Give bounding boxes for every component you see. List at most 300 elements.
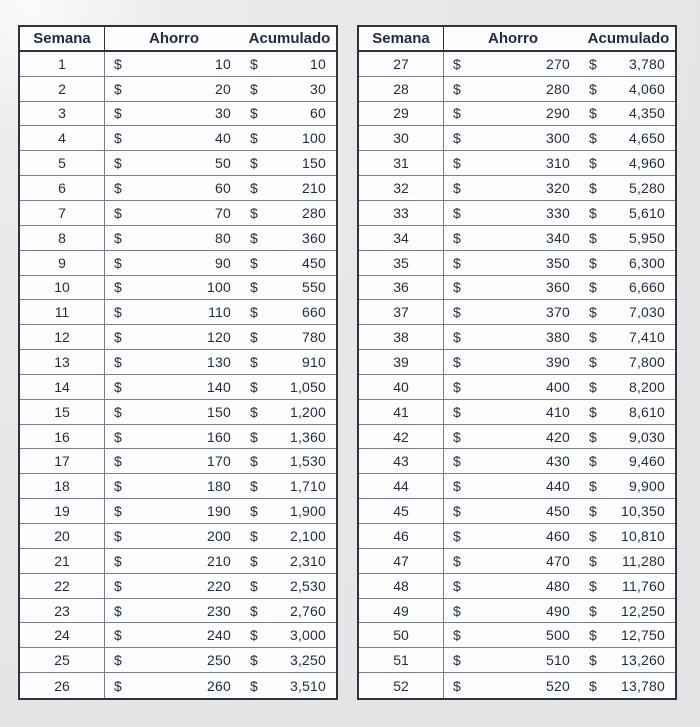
saving-cell bbox=[105, 474, 243, 498]
saving-cell bbox=[444, 623, 582, 647]
table-row bbox=[359, 400, 675, 425]
currency-symbol: $ bbox=[453, 503, 461, 520]
currency-symbol: $ bbox=[589, 602, 597, 619]
saving-cell bbox=[105, 599, 243, 623]
saving-cell bbox=[444, 151, 582, 175]
currency-symbol: $ bbox=[453, 403, 461, 420]
currency-symbol: $ bbox=[589, 627, 597, 644]
accumulated-value: 9,460 bbox=[628, 453, 665, 470]
saving-value: 80 bbox=[215, 229, 231, 246]
accumulated-cell bbox=[582, 549, 675, 573]
table-row bbox=[359, 325, 675, 350]
saving-value: 240 bbox=[207, 627, 231, 644]
saving-value: 220 bbox=[207, 577, 231, 594]
currency-symbol: $ bbox=[114, 254, 122, 271]
saving-value: 470 bbox=[546, 552, 570, 569]
saving-value: 370 bbox=[546, 304, 570, 321]
savings-table-weeks-27-52 bbox=[357, 25, 677, 700]
accumulated-value: 1,050 bbox=[289, 378, 326, 395]
accumulated-value: 13,260 bbox=[620, 652, 665, 669]
currency-symbol: $ bbox=[250, 279, 258, 296]
table-row bbox=[20, 126, 336, 151]
accumulated-cell bbox=[582, 499, 675, 523]
accumulated-value: 11,280 bbox=[622, 552, 665, 569]
currency-symbol: $ bbox=[250, 105, 258, 122]
accumulated-cell bbox=[582, 102, 675, 126]
table-row bbox=[20, 549, 336, 574]
week-cell: 4 bbox=[20, 126, 105, 150]
table-row bbox=[359, 201, 675, 226]
accumulated-cell bbox=[243, 425, 336, 449]
week-cell: 47 bbox=[359, 549, 444, 573]
header-semana: Semana bbox=[20, 27, 105, 50]
currency-symbol: $ bbox=[250, 254, 258, 271]
week-cell: 41 bbox=[359, 400, 444, 424]
week-cell: 21 bbox=[20, 549, 105, 573]
accumulated-value: 1,530 bbox=[289, 453, 326, 470]
currency-symbol: $ bbox=[114, 503, 122, 520]
saving-cell bbox=[444, 648, 582, 672]
week-cell: 39 bbox=[359, 350, 444, 374]
currency-symbol: $ bbox=[114, 130, 122, 147]
currency-symbol: $ bbox=[453, 353, 461, 370]
saving-cell bbox=[105, 499, 243, 523]
accumulated-cell bbox=[582, 52, 675, 76]
accumulated-cell bbox=[582, 201, 675, 225]
currency-symbol: $ bbox=[589, 80, 597, 97]
currency-symbol: $ bbox=[589, 403, 597, 420]
accumulated-cell bbox=[582, 524, 675, 548]
week-cell: 18 bbox=[20, 474, 105, 498]
currency-symbol: $ bbox=[114, 353, 122, 370]
accumulated-cell bbox=[582, 375, 675, 399]
accumulated-value: 5,950 bbox=[628, 229, 665, 246]
saving-cell bbox=[444, 226, 582, 250]
saving-value: 30 bbox=[215, 105, 231, 122]
week-cell: 36 bbox=[359, 276, 444, 300]
saving-value: 430 bbox=[546, 453, 570, 470]
currency-symbol: $ bbox=[114, 229, 122, 246]
accumulated-cell bbox=[582, 599, 675, 623]
saving-value: 410 bbox=[546, 403, 570, 420]
saving-cell bbox=[444, 325, 582, 349]
currency-symbol: $ bbox=[114, 378, 122, 395]
currency-symbol: $ bbox=[114, 602, 122, 619]
saving-cell bbox=[105, 574, 243, 598]
saving-value: 90 bbox=[215, 254, 231, 271]
table-header-row bbox=[359, 27, 675, 52]
table-header-row bbox=[20, 27, 336, 52]
accumulated-cell bbox=[582, 623, 675, 647]
saving-value: 150 bbox=[207, 403, 231, 420]
table-row bbox=[359, 251, 675, 276]
saving-cell bbox=[105, 325, 243, 349]
week-cell: 5 bbox=[20, 151, 105, 175]
saving-value: 180 bbox=[207, 478, 231, 495]
header-acumulado: Acumulado bbox=[248, 29, 331, 47]
saving-value: 520 bbox=[546, 677, 570, 694]
accumulated-value: 2,100 bbox=[289, 527, 326, 544]
currency-symbol: $ bbox=[114, 329, 122, 346]
saving-value: 420 bbox=[546, 428, 570, 445]
saving-cell bbox=[444, 673, 582, 698]
currency-symbol: $ bbox=[453, 527, 461, 544]
table-row bbox=[20, 325, 336, 350]
table-row bbox=[359, 176, 675, 201]
accumulated-cell bbox=[582, 425, 675, 449]
accumulated-cell bbox=[243, 375, 336, 399]
accumulated-value: 10,810 bbox=[620, 527, 665, 544]
currency-symbol: $ bbox=[453, 478, 461, 495]
saving-value: 500 bbox=[546, 627, 570, 644]
accumulated-cell bbox=[243, 499, 336, 523]
week-cell: 35 bbox=[359, 251, 444, 275]
table-row bbox=[359, 102, 675, 127]
currency-symbol: $ bbox=[114, 204, 122, 221]
accumulated-cell bbox=[243, 549, 336, 573]
week-cell: 7 bbox=[20, 201, 105, 225]
table-row bbox=[20, 449, 336, 474]
accumulated-cell bbox=[582, 77, 675, 101]
saving-value: 50 bbox=[215, 155, 231, 172]
currency-symbol: $ bbox=[114, 304, 122, 321]
saving-value: 10 bbox=[215, 55, 231, 72]
week-cell: 38 bbox=[359, 325, 444, 349]
currency-symbol: $ bbox=[589, 428, 597, 445]
savings-table-weeks-1-26 bbox=[18, 25, 338, 700]
currency-symbol: $ bbox=[453, 378, 461, 395]
week-cell: 23 bbox=[20, 599, 105, 623]
saving-cell bbox=[444, 176, 582, 200]
currency-symbol: $ bbox=[453, 627, 461, 644]
currency-symbol: $ bbox=[250, 304, 258, 321]
accumulated-cell bbox=[243, 226, 336, 250]
saving-cell bbox=[444, 599, 582, 623]
saving-cell bbox=[444, 375, 582, 399]
currency-symbol: $ bbox=[250, 503, 258, 520]
table-row bbox=[359, 549, 675, 574]
currency-symbol: $ bbox=[453, 254, 461, 271]
week-cell: 14 bbox=[20, 375, 105, 399]
currency-symbol: $ bbox=[250, 329, 258, 346]
saving-value: 200 bbox=[207, 527, 231, 544]
table-row bbox=[20, 102, 336, 127]
currency-symbol: $ bbox=[453, 577, 461, 594]
currency-symbol: $ bbox=[453, 453, 461, 470]
currency-symbol: $ bbox=[250, 577, 258, 594]
currency-symbol: $ bbox=[453, 229, 461, 246]
saving-cell bbox=[444, 449, 582, 473]
saving-value: 510 bbox=[546, 652, 570, 669]
currency-symbol: $ bbox=[250, 602, 258, 619]
currency-symbol: $ bbox=[589, 552, 597, 569]
saving-value: 70 bbox=[215, 204, 231, 221]
accumulated-value: 150 bbox=[302, 155, 326, 172]
accumulated-cell bbox=[243, 102, 336, 126]
table-row bbox=[359, 599, 675, 624]
table-row bbox=[20, 499, 336, 524]
saving-value: 350 bbox=[546, 254, 570, 271]
table-row bbox=[20, 226, 336, 251]
saving-value: 380 bbox=[546, 329, 570, 346]
table-row bbox=[20, 400, 336, 425]
accumulated-value: 210 bbox=[302, 180, 326, 197]
accumulated-cell bbox=[582, 300, 675, 324]
accumulated-cell bbox=[243, 251, 336, 275]
currency-symbol: $ bbox=[589, 204, 597, 221]
saving-value: 190 bbox=[207, 503, 231, 520]
week-cell: 37 bbox=[359, 300, 444, 324]
accumulated-value: 550 bbox=[302, 279, 326, 296]
table-row bbox=[359, 276, 675, 301]
currency-symbol: $ bbox=[589, 180, 597, 197]
accumulated-cell bbox=[582, 151, 675, 175]
currency-symbol: $ bbox=[250, 378, 258, 395]
accumulated-cell bbox=[582, 574, 675, 598]
saving-cell bbox=[105, 648, 243, 672]
week-cell: 45 bbox=[359, 499, 444, 523]
accumulated-value: 6,300 bbox=[628, 254, 665, 271]
saving-cell bbox=[105, 673, 243, 698]
currency-symbol: $ bbox=[114, 577, 122, 594]
week-cell: 29 bbox=[359, 102, 444, 126]
table-row bbox=[20, 201, 336, 226]
currency-symbol: $ bbox=[589, 527, 597, 544]
saving-value: 260 bbox=[207, 677, 231, 694]
accumulated-value: 12,250 bbox=[620, 602, 665, 619]
saving-cell bbox=[105, 77, 243, 101]
saving-cell bbox=[105, 102, 243, 126]
saving-value: 230 bbox=[207, 602, 231, 619]
saving-value: 140 bbox=[207, 378, 231, 395]
currency-symbol: $ bbox=[589, 55, 597, 72]
accumulated-value: 660 bbox=[302, 304, 326, 321]
saving-value: 210 bbox=[207, 552, 231, 569]
table-row bbox=[359, 623, 675, 648]
saving-value: 60 bbox=[215, 180, 231, 197]
currency-symbol: $ bbox=[453, 677, 461, 694]
week-cell: 49 bbox=[359, 599, 444, 623]
week-cell: 8 bbox=[20, 226, 105, 250]
accumulated-cell bbox=[582, 325, 675, 349]
currency-symbol: $ bbox=[453, 552, 461, 569]
currency-symbol: $ bbox=[589, 105, 597, 122]
currency-symbol: $ bbox=[589, 453, 597, 470]
table-row bbox=[359, 474, 675, 499]
saving-cell bbox=[444, 102, 582, 126]
currency-symbol: $ bbox=[453, 80, 461, 97]
saving-value: 290 bbox=[546, 105, 570, 122]
accumulated-value: 2,310 bbox=[289, 552, 326, 569]
saving-value: 360 bbox=[546, 279, 570, 296]
accumulated-cell bbox=[582, 648, 675, 672]
accumulated-value: 3,780 bbox=[628, 55, 665, 72]
currency-symbol: $ bbox=[250, 204, 258, 221]
saving-value: 40 bbox=[215, 130, 231, 147]
saving-cell bbox=[444, 474, 582, 498]
week-cell: 22 bbox=[20, 574, 105, 598]
saving-cell bbox=[105, 151, 243, 175]
accumulated-value: 3,000 bbox=[289, 627, 326, 644]
week-cell: 6 bbox=[20, 176, 105, 200]
currency-symbol: $ bbox=[589, 304, 597, 321]
saving-cell bbox=[105, 524, 243, 548]
week-cell: 12 bbox=[20, 325, 105, 349]
saving-cell bbox=[105, 549, 243, 573]
currency-symbol: $ bbox=[453, 155, 461, 172]
table-row bbox=[359, 77, 675, 102]
week-cell: 20 bbox=[20, 524, 105, 548]
currency-symbol: $ bbox=[453, 180, 461, 197]
week-cell: 32 bbox=[359, 176, 444, 200]
accumulated-cell bbox=[243, 524, 336, 548]
accumulated-cell bbox=[582, 350, 675, 374]
saving-cell bbox=[105, 400, 243, 424]
week-cell: 46 bbox=[359, 524, 444, 548]
accumulated-value: 280 bbox=[302, 204, 326, 221]
accumulated-cell bbox=[582, 449, 675, 473]
table-row bbox=[20, 673, 336, 698]
saving-value: 490 bbox=[546, 602, 570, 619]
saving-value: 320 bbox=[546, 180, 570, 197]
currency-symbol: $ bbox=[114, 453, 122, 470]
week-cell: 30 bbox=[359, 126, 444, 150]
saving-value: 480 bbox=[546, 577, 570, 594]
table-row bbox=[20, 474, 336, 499]
table-row bbox=[20, 623, 336, 648]
table-row bbox=[359, 300, 675, 325]
saving-cell bbox=[444, 499, 582, 523]
accumulated-value: 8,200 bbox=[628, 378, 665, 395]
saving-cell bbox=[444, 524, 582, 548]
accumulated-cell bbox=[243, 276, 336, 300]
currency-symbol: $ bbox=[453, 105, 461, 122]
saving-cell bbox=[444, 425, 582, 449]
currency-symbol: $ bbox=[453, 329, 461, 346]
currency-symbol: $ bbox=[589, 279, 597, 296]
table-row bbox=[20, 276, 336, 301]
accumulated-cell bbox=[243, 400, 336, 424]
currency-symbol: $ bbox=[114, 652, 122, 669]
saving-value: 270 bbox=[546, 55, 570, 72]
saving-cell bbox=[444, 574, 582, 598]
accumulated-cell bbox=[582, 126, 675, 150]
header-acumulado: Acumulado bbox=[587, 29, 670, 47]
table-row bbox=[359, 375, 675, 400]
currency-symbol: $ bbox=[114, 677, 122, 694]
currency-symbol: $ bbox=[589, 503, 597, 520]
saving-cell bbox=[105, 375, 243, 399]
accumulated-value: 13,780 bbox=[620, 677, 665, 694]
saving-value: 100 bbox=[207, 279, 231, 296]
table-row bbox=[20, 425, 336, 450]
accumulated-value: 1,710 bbox=[289, 478, 326, 495]
week-cell: 2 bbox=[20, 77, 105, 101]
accumulated-value: 1,200 bbox=[289, 403, 326, 420]
table-row bbox=[359, 673, 675, 698]
accumulated-value: 9,900 bbox=[628, 478, 665, 495]
saving-value: 160 bbox=[207, 428, 231, 445]
accumulated-value: 12,750 bbox=[620, 627, 665, 644]
currency-symbol: $ bbox=[589, 155, 597, 172]
saving-value: 110 bbox=[208, 304, 231, 321]
saving-value: 440 bbox=[546, 478, 570, 495]
currency-symbol: $ bbox=[250, 403, 258, 420]
table-row bbox=[20, 151, 336, 176]
saving-value: 280 bbox=[546, 80, 570, 97]
table-row bbox=[359, 574, 675, 599]
saving-cell bbox=[444, 300, 582, 324]
table-row bbox=[20, 251, 336, 276]
saving-value: 400 bbox=[546, 378, 570, 395]
accumulated-cell bbox=[243, 126, 336, 150]
saving-cell bbox=[444, 350, 582, 374]
header-semana: Semana bbox=[359, 27, 444, 50]
saving-value: 310 bbox=[546, 155, 570, 172]
accumulated-value: 7,410 bbox=[628, 329, 665, 346]
saving-cell bbox=[105, 176, 243, 200]
currency-symbol: $ bbox=[250, 527, 258, 544]
accumulated-value: 11,760 bbox=[622, 577, 665, 594]
saving-cell bbox=[444, 52, 582, 76]
accumulated-value: 4,650 bbox=[628, 130, 665, 147]
table-row bbox=[359, 350, 675, 375]
week-cell: 13 bbox=[20, 350, 105, 374]
table-row bbox=[359, 425, 675, 450]
currency-symbol: $ bbox=[453, 304, 461, 321]
currency-symbol: $ bbox=[250, 353, 258, 370]
accumulated-value: 9,030 bbox=[628, 428, 665, 445]
currency-symbol: $ bbox=[114, 403, 122, 420]
currency-symbol: $ bbox=[589, 378, 597, 395]
currency-symbol: $ bbox=[250, 552, 258, 569]
week-cell: 3 bbox=[20, 102, 105, 126]
week-cell: 34 bbox=[359, 226, 444, 250]
week-cell: 17 bbox=[20, 449, 105, 473]
accumulated-value: 3,250 bbox=[289, 652, 326, 669]
accumulated-cell bbox=[243, 623, 336, 647]
currency-symbol: $ bbox=[589, 677, 597, 694]
accumulated-value: 7,030 bbox=[628, 304, 665, 321]
week-cell: 26 bbox=[20, 673, 105, 698]
header-ahorro: Ahorro bbox=[488, 29, 538, 47]
week-cell: 16 bbox=[20, 425, 105, 449]
accumulated-cell bbox=[243, 648, 336, 672]
currency-symbol: $ bbox=[589, 652, 597, 669]
accumulated-value: 360 bbox=[302, 229, 326, 246]
table-row bbox=[20, 350, 336, 375]
currency-symbol: $ bbox=[453, 55, 461, 72]
table-row bbox=[359, 524, 675, 549]
accumulated-cell bbox=[582, 673, 675, 698]
saving-value: 130 bbox=[207, 353, 231, 370]
week-cell: 24 bbox=[20, 623, 105, 647]
accumulated-cell bbox=[582, 226, 675, 250]
week-cell: 33 bbox=[359, 201, 444, 225]
table-row bbox=[20, 52, 336, 77]
saving-cell bbox=[444, 126, 582, 150]
currency-symbol: $ bbox=[453, 204, 461, 221]
table-row bbox=[359, 226, 675, 251]
accumulated-value: 60 bbox=[310, 105, 326, 122]
saving-cell bbox=[105, 350, 243, 374]
currency-symbol: $ bbox=[250, 652, 258, 669]
table-row bbox=[20, 599, 336, 624]
table-row bbox=[20, 524, 336, 549]
accumulated-value: 100 bbox=[302, 130, 326, 147]
week-cell: 43 bbox=[359, 449, 444, 473]
saving-value: 330 bbox=[546, 204, 570, 221]
